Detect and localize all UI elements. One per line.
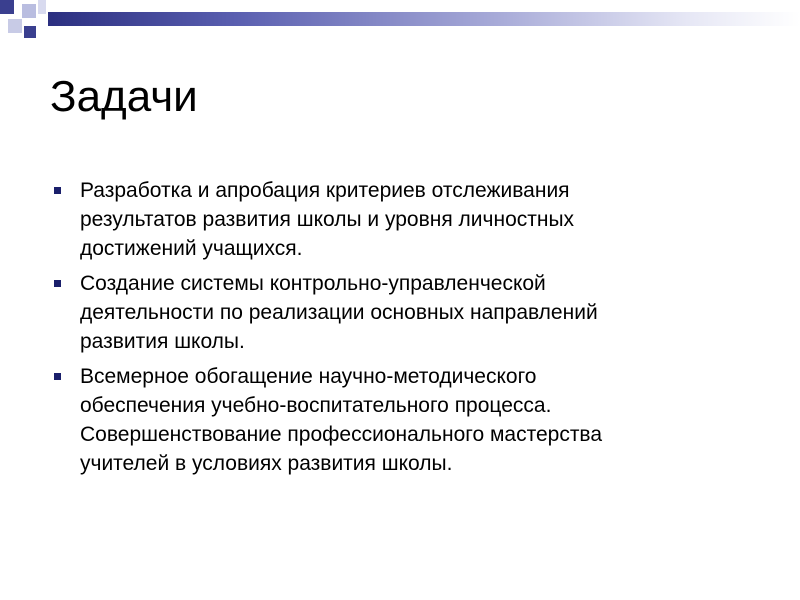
decorative-square: [8, 19, 22, 33]
decorative-square: [38, 0, 46, 14]
square-bullet-icon: [54, 280, 61, 287]
bullet-text: Разработка и апробация критериев отслеживания результатов развития школы и уровня личностных достижений учащихся.: [80, 179, 575, 260]
bullet-text: Всемерное обогащение научно-методического обеспечения учебно-воспитательного процесса. Совершенствование профессионального мастерства учителей в условиях развития школы.: [80, 365, 603, 475]
bullet-item: [52, 176, 772, 263]
header-gradient-bar: [48, 12, 800, 26]
slide-title: Задачи: [50, 72, 198, 121]
bullet-item: [52, 362, 772, 478]
decorative-square: [24, 26, 36, 38]
bullet-text: Создание системы контрольно-управленческой деятельности по реализации основных направлений развития школы.: [80, 272, 598, 353]
decorative-square: [0, 0, 14, 14]
square-bullet-icon: [54, 187, 61, 194]
square-bullet-icon: [54, 373, 61, 380]
bullet-list: [52, 176, 772, 484]
decorative-square: [22, 4, 36, 18]
bullet-item: [52, 269, 772, 356]
